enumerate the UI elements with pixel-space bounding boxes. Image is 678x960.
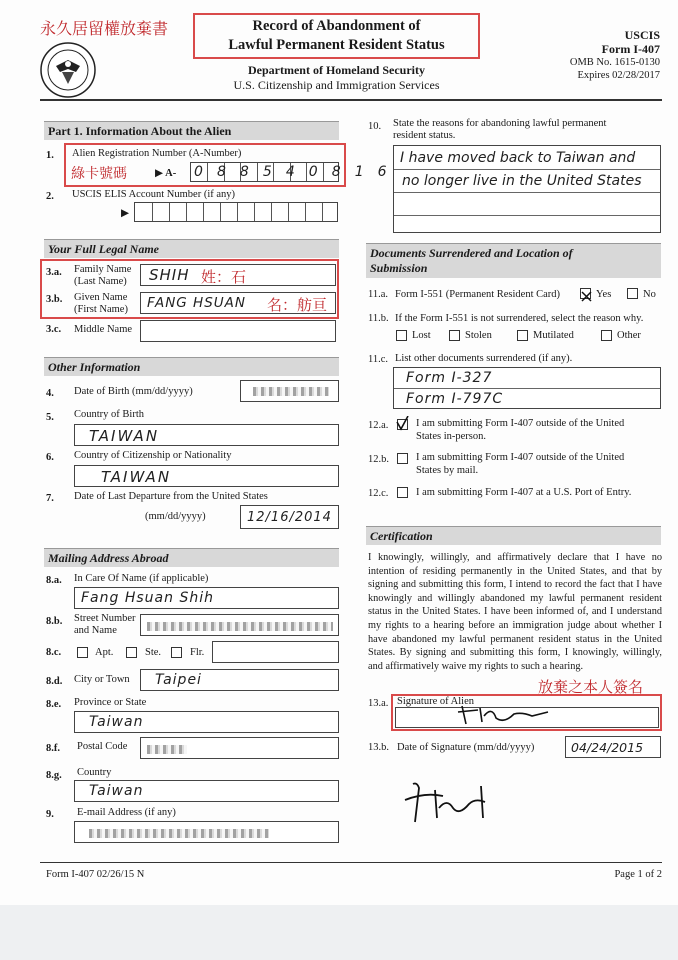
i551-no-checkbox[interactable] [627, 288, 638, 299]
by-mail-checkbox[interactable] [397, 453, 408, 464]
ste-label: Ste. [145, 647, 162, 658]
scan-bottom-margin [0, 905, 678, 960]
q8d-number: 8.d. [46, 676, 63, 687]
q7-sublabel: (mm/dd/yyyy) [145, 511, 206, 522]
uscis-label: USCIS [624, 28, 660, 42]
other-info-heading: Other Information [44, 357, 339, 376]
street-field[interactable] [140, 614, 339, 636]
redacted-postal-code [147, 745, 187, 754]
reasons-field[interactable] [393, 145, 661, 233]
province-field[interactable] [74, 711, 339, 733]
q8a-number: 8.a. [46, 575, 62, 586]
q8g-number: 8.g. [46, 770, 62, 781]
citizenship-field[interactable] [74, 465, 339, 487]
departure-date-value: 12/16/2014 [247, 510, 332, 525]
redacted-dob [253, 387, 329, 396]
page-number: Page 1 of 2 [614, 869, 662, 880]
flr-checkbox[interactable] [171, 647, 182, 658]
reason-line-2: no longer live in the United States [402, 173, 642, 189]
country-of-birth-field[interactable] [74, 424, 339, 446]
certification-heading: Certification [366, 526, 661, 545]
q11c-number: 11.c. [368, 354, 389, 365]
q11a-label: Form I-551 (Permanent Resident Card) [395, 289, 561, 300]
q12a-number: 12.a. [368, 420, 389, 431]
family-name-value: SHIH [149, 266, 190, 284]
q1-number: 1. [46, 150, 54, 161]
q5-label: Country of Birth [74, 409, 144, 420]
port-of-entry-checkbox[interactable] [397, 487, 408, 498]
q8d-label: City or Town [74, 674, 130, 685]
q6-number: 6. [46, 452, 54, 463]
signature-icon [452, 702, 572, 726]
no-label: No [643, 289, 656, 300]
flr-label: Flr. [190, 647, 205, 658]
middle-name-field[interactable] [140, 320, 336, 342]
q9-number: 9. [46, 809, 54, 820]
care-of-name-field[interactable] [74, 587, 339, 609]
q13b-label: Date of Signature (mm/dd/yyyy) [397, 742, 535, 753]
q3b-number: 3.b. [46, 294, 63, 305]
header-divider [40, 99, 662, 101]
footer-form-id: Form I-407 02/26/15 N [46, 869, 145, 880]
q8b-number: 8.b. [46, 616, 63, 627]
q11b-label: If the Form I-551 is not surrendered, select the reason why. [395, 313, 644, 324]
other-document-1: Form I-327 [406, 370, 493, 386]
q11b-number: 11.b. [368, 313, 389, 324]
province-value: Taiwan [89, 714, 144, 730]
country-field[interactable] [74, 780, 339, 802]
q12b-label: I am submitting Form I-407 outside of the United States by mail. [416, 452, 625, 476]
form-title [193, 17, 480, 55]
form-number: Form I-407 [601, 42, 660, 56]
signature-annotation: 放棄之本人簽名 [538, 678, 644, 696]
form-title-line1: Record of Abandonment of [252, 18, 421, 34]
email-field[interactable] [74, 821, 339, 843]
care-of-name-value: Fang Hsuan Shih [81, 590, 214, 606]
q3a-number: 3.a. [46, 267, 62, 278]
stolen-checkbox[interactable] [449, 330, 460, 341]
given-name-field[interactable] [140, 292, 336, 314]
q8g-label: Country [77, 767, 112, 778]
certification-text: I knowingly, willingly, and affirmatively declare that I have no intention of residing permanently in the United States, and that by signing and submitting this form, I intend to record the fact that I have knowingly and willingly abandoned my lawful permanent resident status in the United States. I have been informed of, and I understand my rights to a hearing before an immigration judge about whether I have abandoned my lawful permanent resident status in the United States. By signing and submitting this form, I knowingly, willingly, and affirmatively waive my rights to such a hearing. [368, 552, 662, 672]
q10-number: 10. [368, 121, 382, 132]
q7-label: Date of Last Departure from the United States [74, 491, 268, 502]
family-name-field[interactable] [140, 264, 336, 286]
country-of-birth-value: TAIWAN [89, 427, 160, 445]
expiration-date: Expires 02/28/2017 [577, 70, 660, 81]
other-label: Other [617, 330, 641, 341]
q10-label: State the reasons for abandoning lawful permanent resident status. [393, 118, 607, 141]
q11c-label: List other documents surrendered (if any). [395, 353, 573, 364]
doc-title-annotation: 永久居留權放棄書 [40, 19, 169, 38]
q2-number: 2. [46, 191, 54, 202]
q3a-label: Family Name (Last Name) [74, 264, 132, 287]
mailing-address-heading: Mailing Address Abroad [44, 548, 339, 567]
q3c-label: Middle Name [74, 324, 133, 335]
given-name-annotation: 名：舫亘 [267, 296, 328, 314]
q9-label: E-mail Address (if any) [77, 807, 176, 818]
redacted-email [89, 829, 269, 838]
apt-checkbox[interactable] [77, 647, 88, 658]
q12a-label: I am submitting Form I-407 outside of the United States in-person. [416, 418, 625, 442]
q8f-label: Postal Code [77, 741, 128, 752]
q8c-number: 8.c. [46, 647, 62, 658]
department-name: Department of Homeland Security [248, 63, 425, 77]
q13a-label: Signature of Alien [397, 696, 474, 707]
mutilated-label: Mutilated [533, 330, 574, 341]
mutilated-checkbox[interactable] [517, 330, 528, 341]
signature-field[interactable] [395, 707, 659, 728]
q12b-number: 12.b. [368, 454, 389, 465]
lost-label: Lost [412, 330, 431, 341]
postal-code-field[interactable] [140, 737, 339, 759]
city-field[interactable] [140, 669, 339, 691]
unit-number-field[interactable] [212, 641, 339, 663]
q12c-label: I am submitting Form I-407 at a U.S. Port of Entry. [416, 487, 632, 498]
checkmark-icon [396, 416, 409, 431]
extra-signature-icon [395, 778, 515, 828]
family-name-annotation: 姓：石 [201, 268, 247, 286]
given-name-value: FANG HSUAN [147, 295, 246, 311]
a-number-field[interactable] [190, 162, 392, 182]
apt-label: Apt. [95, 647, 114, 658]
signature-date-field[interactable] [565, 736, 661, 758]
q1-prefix: ▶ A- [155, 168, 177, 179]
redacted-street [147, 622, 333, 631]
q13b-number: 13.b. [368, 742, 389, 753]
q12c-number: 12.c. [368, 488, 389, 499]
part1-heading: Part 1. Information About the Alien [44, 121, 339, 140]
q8f-number: 8.f. [46, 743, 60, 754]
other-document-2: Form I-797C [406, 391, 504, 407]
country-value: Taiwan [89, 783, 144, 799]
q13a-number: 13.a. [368, 698, 389, 709]
other-checkbox[interactable] [601, 330, 612, 341]
citizenship-value: TAIWAN [101, 468, 172, 486]
q2-arrow: ▶ [121, 208, 130, 219]
q11a-number: 11.a. [368, 289, 389, 300]
q8e-label: Province or State [74, 697, 147, 708]
q8e-number: 8.e. [46, 699, 62, 710]
documents-heading: Documents Surrendered and Location of Submission [366, 243, 661, 278]
q8a-label: In Care Of Name (if applicable) [74, 573, 209, 584]
i551-yes-checkbox[interactable] [580, 288, 591, 299]
q3b-label: Given Name (First Name) [74, 292, 128, 315]
checkmark-icon [581, 291, 592, 302]
other-documents-field[interactable] [393, 367, 661, 409]
date-of-birth-field[interactable] [240, 380, 339, 402]
form-title-line2: Lawful Permanent Resident Status [228, 37, 445, 53]
q5-number: 5. [46, 412, 54, 423]
q8b-label: Street Number and Name [74, 613, 136, 636]
dhs-seal-icon [40, 42, 96, 98]
q2-label: USCIS ELIS Account Number (if any) [72, 189, 236, 200]
q3c-number: 3.c. [46, 324, 62, 335]
signature-date-value: 04/24/2015 [571, 740, 644, 755]
q7-number: 7. [46, 493, 54, 504]
departure-date-field[interactable] [240, 505, 339, 529]
a-number-value: 0 8 8 5 4 0 8 1 6 [194, 164, 392, 180]
q6-label: Country of Citizenship or Nationality [74, 450, 232, 461]
footer-divider [40, 862, 662, 863]
lost-checkbox[interactable] [396, 330, 407, 341]
in-person-checkbox[interactable] [397, 419, 408, 430]
stolen-label: Stolen [465, 330, 492, 341]
legal-name-heading: Your Full Legal Name [44, 239, 339, 258]
ste-checkbox[interactable] [126, 647, 137, 658]
agency-name: U.S. Citizenship and Immigration Services [233, 78, 440, 92]
reason-line-1: I have moved back to Taiwan and [400, 150, 636, 166]
yes-label: Yes [596, 289, 612, 300]
elis-account-field[interactable] [134, 202, 338, 222]
q4-label: Date of Birth (mm/dd/yyyy) [74, 386, 193, 397]
a-number-annotation: 綠卡號碼 [71, 166, 127, 182]
q4-number: 4. [46, 388, 54, 399]
omb-number: OMB No. 1615-0130 [569, 57, 660, 68]
q1-label: Alien Registration Number (A-Number) [72, 148, 242, 159]
city-value: Taipei [155, 672, 202, 688]
